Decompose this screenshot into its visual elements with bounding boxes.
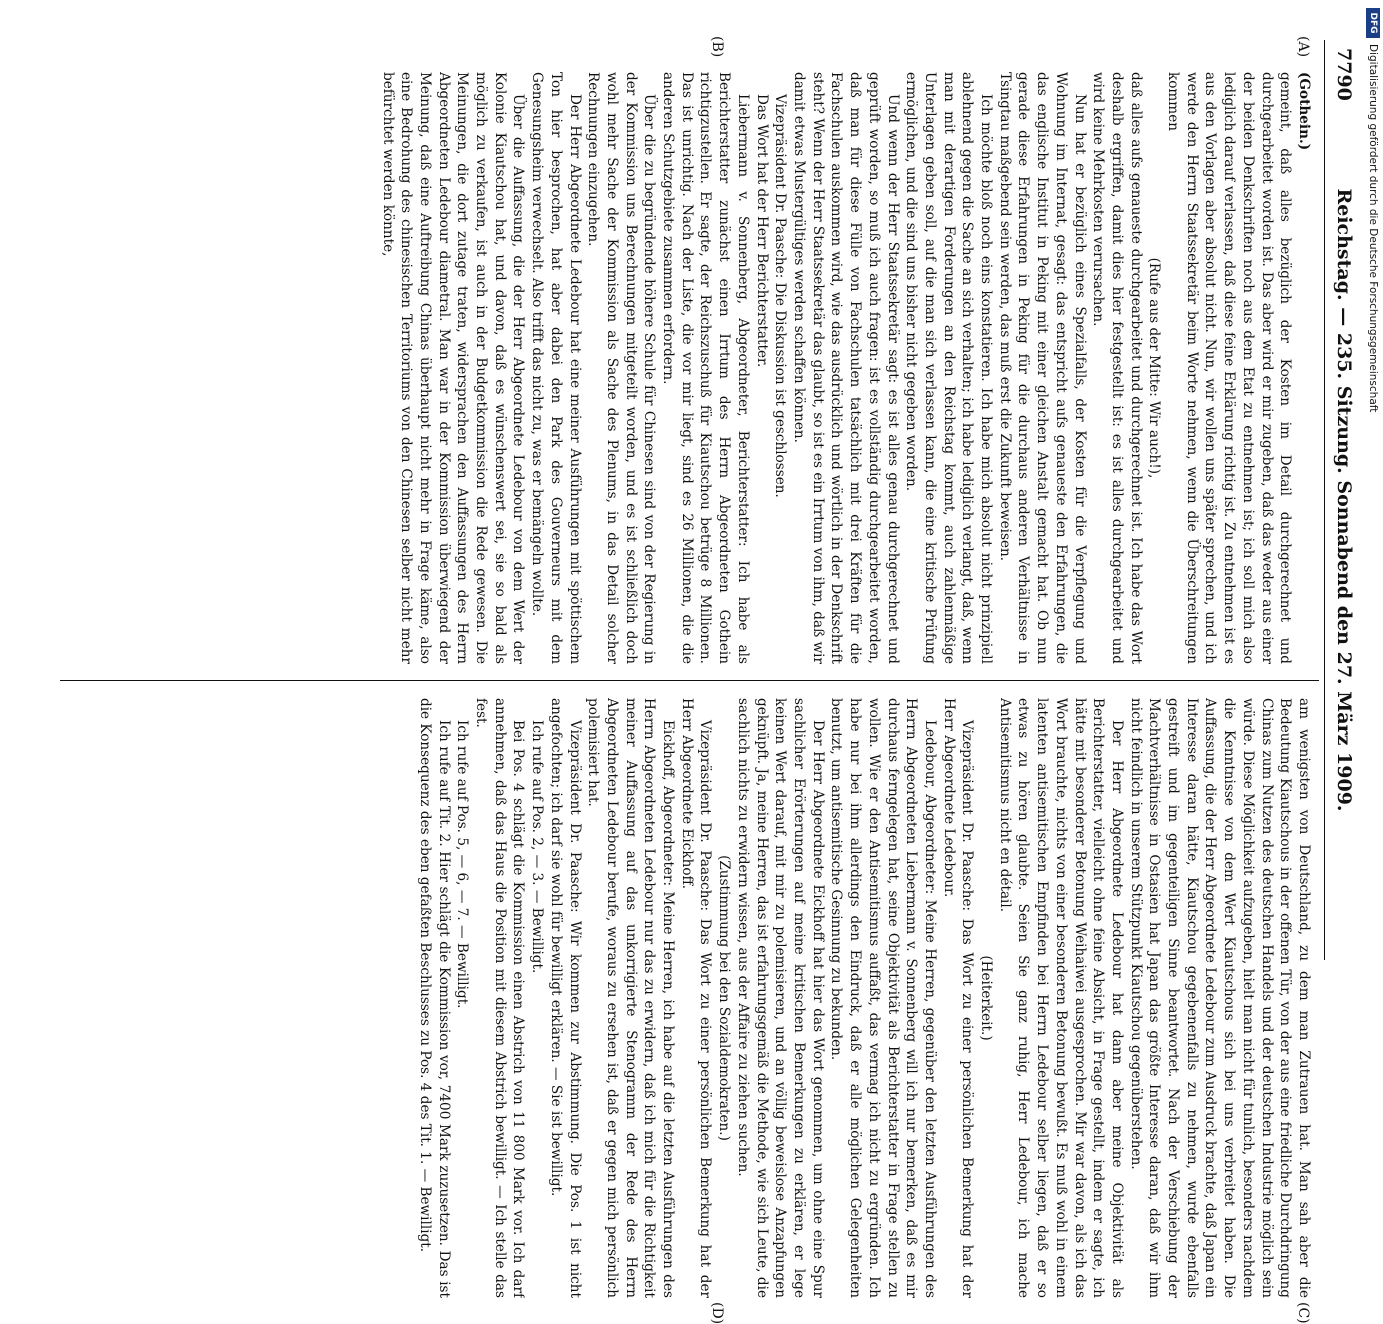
president-remark: Vizepräsident Dr. Paasche: Das Wort zu einer persönlichen Bemerkung hat der Herr Abgeordnete Eickhoff.: [678, 698, 714, 1298]
margin-mark-b: (B): [709, 36, 725, 58]
paragraph: gemeint, daß alles bezüglich der Kosten im Detail durchgerechnet und durchgearbeitet worden ist. Das aber wird er mir zugeben, daß das weder aus einer der beiden Denkschriften noch aus dem Etat zu entnehmen ist; ich soll mich also lediglich darauf verlassen, daß diese feine Erklärung richtig ist. Zu entnehmen ist es aus den Vorlagen aber absolut nicht. Nun, wir wollen uns später sprechen, und ich werde den Herrn Staatssekretär beim Worte nehmen, wenn die Überschreitungen kommen: [1165, 72, 1294, 664]
paragraph: Ich rufe auf Pos. 5, — 6, — 7. — Bewilligt.: [454, 720, 471, 1009]
president-remark: Vizepräsident Dr. Paasche: Das Wort zu einer persönlichen Bemerkung hat der Herr Abgeordnete Ledebour.: [940, 698, 976, 1298]
speech-paragraph: Eickhoff, Abgeordneter: Meine Herren, ich habe auf die letzten Ausführungen des Herrn Abgeordneten Ledebour nur das zu erwidern, daß ich mich für die Richtigkeit meiner Auffassung auf das unkorrigierte Stenogramm der Rede des Herrn Abgeordneten Ledebour berufe, woraus zu ersehen ist, daß er gegen mich persönlich polemisiert hat.: [585, 698, 677, 1298]
margin-mark-d: (D): [709, 1302, 725, 1324]
dfg-badge-label: DFG: [1368, 12, 1378, 34]
paragraph: Das Wort hat der Herr Berichterstatter.: [753, 94, 770, 368]
paragraph: daß alles aufs genaueste durchgearbeitet und durchgerechnet ist. Ich habe das Wort deshalb ergriffen, damit dies hier festgestellt ist: es ist alles durchgearbeitet und wird keine Mehrkosten verursachen.: [1090, 72, 1144, 664]
interjection: (Rufe aus der Mitte: Wir auch!),: [1146, 257, 1163, 479]
paragraph: Über die zu begründende höhere Schule für Chinesen sind von der Regierung in der Kommission uns Berechnungen mitgeteilt worden, und es ist schließlich doch wohl mehr Sache der Kommission als Sache des Plenums, in das Detail solcher Rechnungen einzugehen.: [585, 72, 658, 664]
speaker-tag: (Gothein.): [1296, 72, 1312, 151]
page-header: [1324, 40, 1365, 960]
president-remark: Vizepräsident Dr. Paasche: Die Diskussion ist geschlossen.: [772, 94, 789, 498]
column-divider: [60, 680, 1319, 681]
paragraph: Und wenn der Herr Staatssekretär sagt: es ist alles genau durchgerechnet und geprüft worden, so muß ich auch fragen: ist es vollständig durchgearbeitet worden, daß man für diese Fülle von Fachschulen tatsächlich mit drei Kräften für die Fachschulen auskommen wird, wie das ausdrücklich und wörtlich in der Denkschrift steht? Wenn der Herr Staatssekretär das glaubt, so ist es ein Irrtum von ihm, daß wir damit etwas Mustergültiges werden schaffen können.: [791, 72, 901, 664]
paragraph: Nun hat er bezüglich eines Spezialfalls, der Kosten für die Verpflegung und Wohnung im Internat, gesagt: das entspricht aufs genaueste den Erfahrungen, die das englische Institut in Peking mit einer gleichen Anstalt gemacht hat. Ob nun gerade diese Erfahrungen in Peking für die durchaus anderen Verhältnisse in Tsingtau maßgebend sein werden, das muß erst die Zukunft beweisen.: [996, 72, 1088, 664]
interjection: (Heiterkeit.): [978, 955, 995, 1041]
paragraph: Ich rufe auf Tit. 2. Hier schlägt die Kommission vor, 7400 Mark zuzusetzen. Das ist die Konsequenz des eben gefaßten Beschlusses zu Pos. 4 des Tit. 1. — Bewilligt.: [416, 698, 452, 1298]
paragraph: Ich möchte bloß noch eins konstatieren. Ich habe mich absolut nicht prinzipiell ablehnend gegen die Sache an sich verhalten; ich habe lediglich verlangt, daß, wenn man mit derartigen Forderungen an den Reichstag kommt, auch zahlenmäßige Unterlagen geben soll, auf die man sich verlassen kann, die eine kritische Prüfung ermöglichen, und die sind uns bisher nicht gegeben worden.: [903, 72, 995, 664]
paragraph: Ich rufe auf Pos. 2, — 3. — Bewilligt.: [529, 720, 546, 974]
president-remark: Vizepräsident Dr. Paasche: Wir kommen zur Abstimmung. Die Pos. 1 ist nicht angefochten; ich darf sie wohl für bewilligt erklären. — Sie ist bewilligt.: [547, 698, 583, 1298]
paragraph: Der Herr Abgeordnete Eickhoff hat hier das Wort genommen, um ohne eine Spur sachlicher Erörterungen auf meine kritischen Bemerkungen zu erklären, er lege keinen Wert darauf, mit mir zu polemisieren, und an völlig beweislose Anzapfungen geknüpft. Ja, meine Herren, das ist erfahrungsgemäß die Methode, wie sich Leute, die sachlich nichts zu erwidern wissen, aus der Affaire zu ziehen suchen.: [734, 698, 826, 1298]
paragraph: Über die Auffassung, die der Herr Abgeordnete Ledebour von dem Wert der Kolonie Kiautschou hat, und davon, daß es wünschenswert sei, sie so bald als möglich zu verkaufen, ist auch in der Budgetkommission die Rede gewesen. Die Meinungen, die dort zutage traten, widersprachen den Auffassungen des Herrn Abgeordneten Ledebour diametral. Man war in der Kommission überwiegend der Meinung, daß eine Auftreibung Chinas überhaupt nicht mehr in Frage käme, also eine Bedrohung des chinesischen Territoriums von den Chinesen selber nicht mehr befürchtet werden könnte,: [379, 72, 527, 664]
speech-paragraph: Liebermann v. Sonnenberg, Abgeordneter, Berichterstatter: Ich habe als Berichterstatter zunächst einen Irrtum des Herrn Abgeordneten Gothein richtigzustellen. Er sagte, der Reichszuschuß für Kiautschou betrüge 8 Millionen. Das ist unrichtig. Nach der Liste, die vor mir liegt, sind es 26 Millionen, die die anderen Schutzgebiete zusammen erfordern.: [660, 72, 751, 664]
running-title: Reichstag. — 235. Sitzung. Sonnabend den 27. März 1909.: [1333, 188, 1355, 812]
paragraph: Der Herr Abgeordnete Ledebour hat dann aber meine Objektivität als Berichterstatter, vielleicht ohne feine Absicht, in Frage gestellt, indem er sagte, ich hätte mit besonderer Betonung Weihaiwei ausgesprochen. Mir war davon, als ich das Wort brauchte, nichts von einer besonderen Betonung bewußt. Es muß wohl in einem latenten antisemitischen Empfinden bei Herrn Ledebour selber liegen, daß er so etwas zu hören glaubte. Seien Sie ganz ruhig, Herr Ledebour, ich mache Antisemitismus nicht en détail.: [996, 698, 1125, 1298]
margin-mark-c: (C): [1295, 1302, 1311, 1324]
interjection: (Zustimmung bei den Sozialdemokraten.): [716, 855, 733, 1141]
dfg-badge: [1366, 8, 1380, 38]
margin-mark-a: (A): [1295, 36, 1311, 58]
speech-paragraph: Ledebour, Abgeordneter: Meine Herren, gegenüber den letzten Ausführungen des Herrn Abgeordneten Liebermann v. Sonnenberg will ich nur bemerken, daß es mir durchaus ferngelegen hat, seine Objektivität als Berichterstatter in Frage stellen zu wollen. Wie er den Antisemitismus auffaßt, das vermag ich nicht zu ergründen. Ich habe nur bei ihm allerdings den Eindruck, daß er alle möglichen Gelegenheiten benutzt, um antisemitische Gesinnung zu bekunden.: [828, 698, 938, 1298]
digitization-credit: Digitalisierung gefördert durch die Deutsche Forschungsgemeinschaft: [1367, 44, 1379, 413]
paragraph: Bei Pos. 4 schlägt die Kommission einen Abstrich von 11 800 Mark vor. Ich darf annehmen, daß das Haus die Position mit diesem Abstrich bewilligt. — Ich stelle das fest.: [473, 698, 527, 1298]
paragraph: Der Herr Abgeordnete Ledebour hat eine meiner Ausführungen mit spöttischem Ton hier besprochen, hat aber dabei den Park des Gouverneurs mit dem Genesungsheim verwechselt. Also trifft das nicht zu, was er bemängeln wollte.: [529, 72, 583, 664]
page-number: 7790: [1333, 48, 1355, 101]
left-column: [66, 72, 1313, 664]
right-column: [66, 698, 1313, 1298]
rotated-page: [60, 30, 1365, 1324]
paragraph: am wenigsten von Deutschland, zu dem man Zutrauen hat. Man sah aber die Bedeutung Kiautschous in der offenen Tür, von der aus eine friedliche Durchdringung Chinas zum Nutzen des deutschen Handels und der deutschen Industrie möglich sein würde. Diese Möglichkeit aufzugeben, hielt man nicht für tunlich, besonders nachdem die Kenntnisse von dem Wert Kiautschous sich bei uns verbreitet haben. Die Auffassung, die der Herr Abgeordnete Ledebour zum Ausdruck brachte, daß Japan ein Interesse daran hätte, Kiautschou gegebenenfalls zu nehmen, wurde ebenfalls gestreift und im gegenteiligen Sinne beantwortet. Nach der Verschiebung der Machtverhältnisse in Ostasien hat Japan das größte Interesse daran, daß wir ihm nicht feindlich in unserem Stützpunkt Kiautschou gegenüberstehen.: [1127, 698, 1312, 1298]
